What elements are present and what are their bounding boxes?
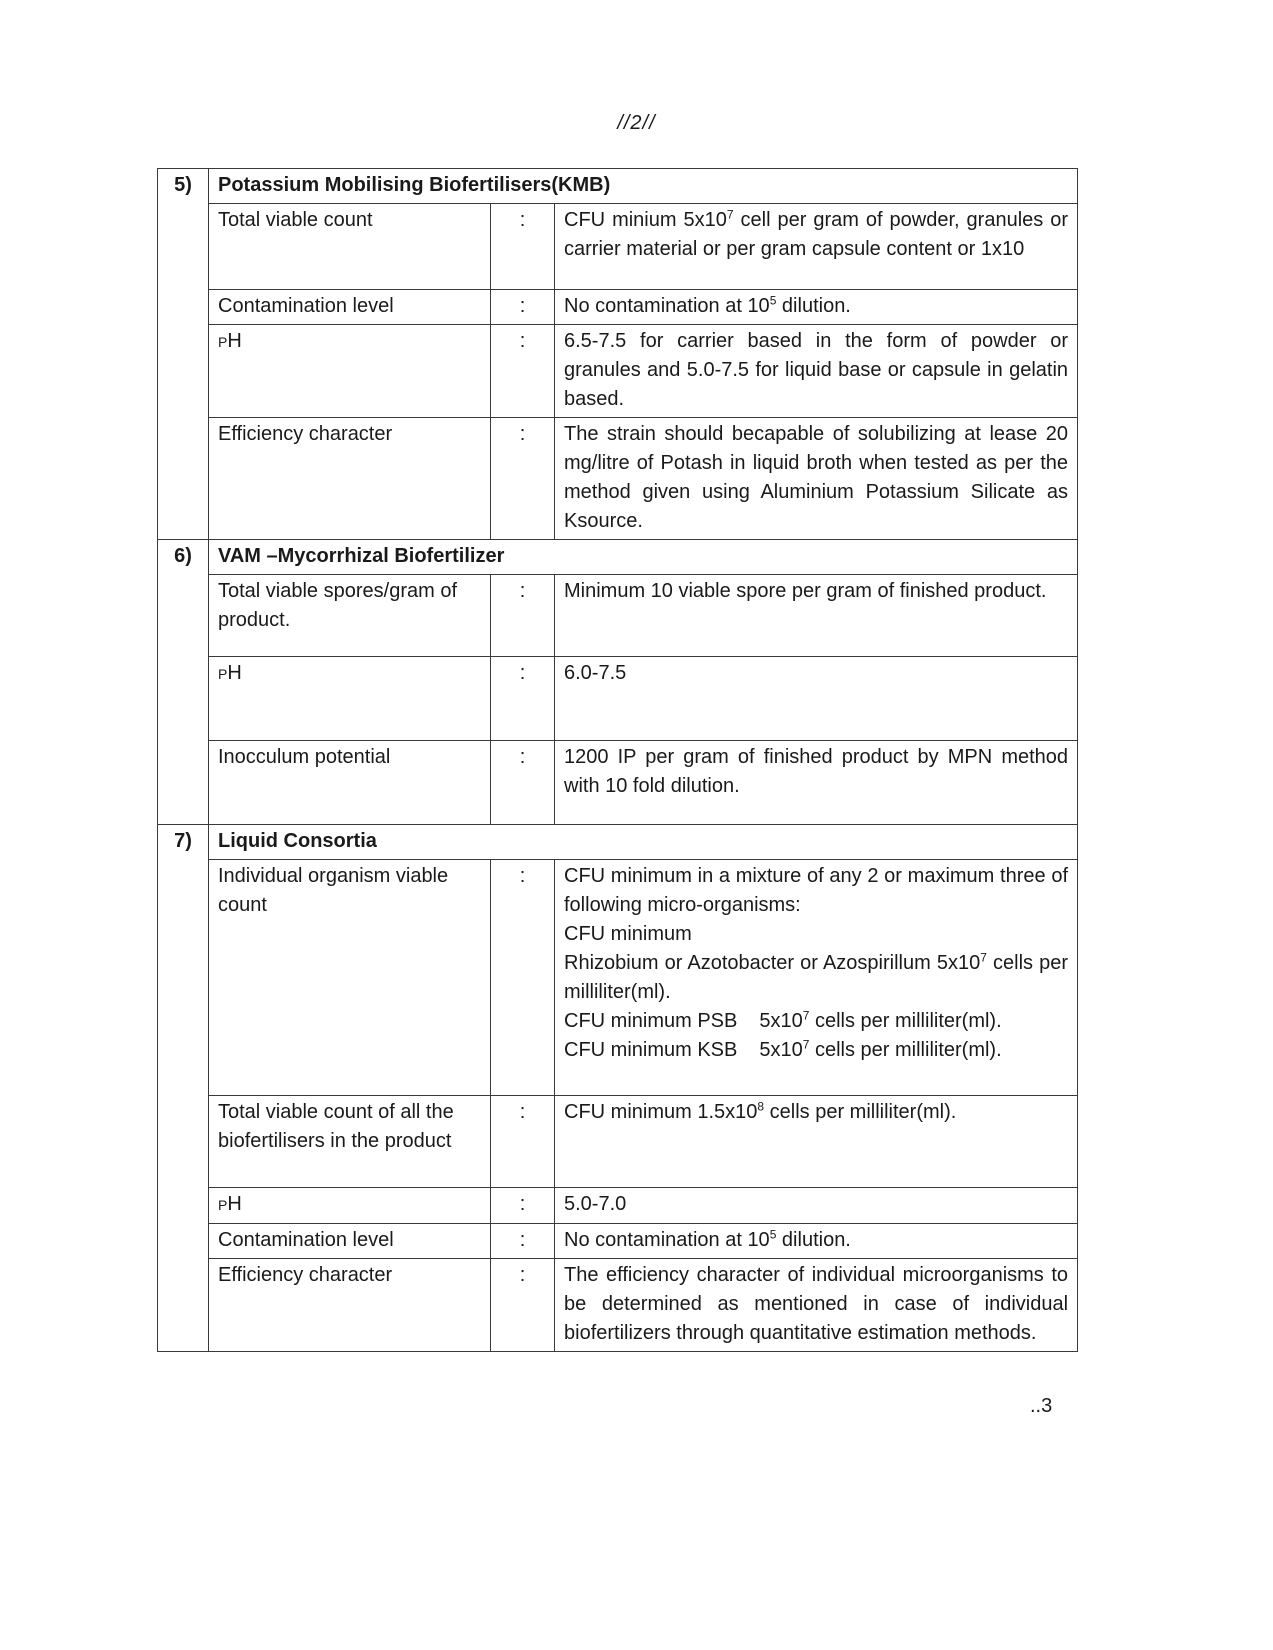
table-row (158, 325, 1078, 418)
value-cell: No contamination at $10^5$ dilution. (555, 1224, 1078, 1259)
parameter-cell: Total viable count of all the biofertilisers in the product (209, 1096, 491, 1188)
value-cell: 6.0-7.5 (555, 657, 1078, 741)
consortia-line: CFU minimum in a mixture of any 2 or maximum three of following micro-organisms: (564, 865, 1069, 916)
section-title: VAM –Mycorrhizal Biofertilizer (209, 540, 1078, 575)
consortia-line: CFU minimum KSB $5x10^7$ cells per milliliter(ml). (564, 1037, 1002, 1061)
table-row (158, 741, 1078, 825)
value-cell: The strain should becapable of solubilizing at lease 20 mg/litre of Potash in liquid broth when tested as per the method given using Aluminium Potassium Silicate as Ksource. (555, 418, 1078, 540)
biofertilizer-spec-table (157, 168, 1078, 1352)
parameter-cell: Contamination level (209, 1224, 491, 1259)
value-cell: Minimum 10 viable spore per gram of finished product. (555, 575, 1078, 657)
colon-cell: : (491, 325, 555, 418)
table-row (158, 657, 1078, 741)
colon-cell: : (491, 204, 555, 290)
parameter-cell: Contamination level (209, 290, 491, 325)
colon-cell: : (491, 418, 555, 540)
value-cell: CFU minium $5x10^7$ cell per gram of powder, granules or carrier material or per gram capsule content or 1x10 (555, 204, 1078, 290)
colon-cell: : (491, 657, 555, 741)
parameter-cell: Efficiency character (209, 418, 491, 540)
section-header-kmb (158, 169, 1078, 204)
table-row (158, 1259, 1078, 1352)
page-number-header: //2// (617, 112, 656, 134)
section-number: 6) (158, 540, 209, 825)
parameter-cell: Inocculum potential (209, 741, 491, 825)
parameter-cell: Efficiency character (209, 1259, 491, 1352)
section-title: Liquid Consortia (209, 825, 1078, 860)
value-cell: No contamination at $10^5$ dilution. (555, 290, 1078, 325)
section-header-vam (158, 540, 1078, 575)
parameter-cell: Individual organism viable count (209, 860, 491, 1096)
consortia-line: CFU minimum (564, 923, 692, 945)
parameter-cell: Total viable count (209, 204, 491, 290)
value-cell: 5.0-7.0 (555, 1188, 1078, 1224)
colon-cell: : (491, 1188, 555, 1224)
consortia-line: CFU minimum PSB $5x10^7$ cells per milliliter(ml). (564, 1008, 1002, 1032)
consortia-line: Rhizobium or Azotobacter or Azospirillum $5x10^7$ cells per milliliter(ml). (564, 950, 1069, 1003)
value-cell: CFU minimum $1.5x10^8$ cells per milliliter(ml). (555, 1096, 1078, 1188)
table-row (158, 575, 1078, 657)
table-row (158, 1224, 1078, 1259)
colon-cell: : (491, 741, 555, 825)
table-row (158, 860, 1078, 1096)
table-row (158, 290, 1078, 325)
section-title: Potassium Mobilising Biofertilisers(KMB) (209, 169, 1078, 204)
colon-cell: : (491, 575, 555, 657)
table-row (158, 1096, 1078, 1188)
value-cell (555, 860, 1078, 1096)
table-row (158, 1188, 1078, 1224)
parameter-cell: PH (209, 657, 491, 741)
value-cell: The efficiency character of individual microorganisms to be determined as mentioned in case of individual biofertilizers through quantitative estimation methods. (555, 1259, 1078, 1352)
value-cell: 1200 IP per gram of finished product by MPN method with 10 fold dilution. (555, 741, 1078, 825)
parameter-cell: Total viable spores/gram of product. (209, 575, 491, 657)
colon-cell: : (491, 1096, 555, 1188)
colon-cell: : (491, 290, 555, 325)
table-row (158, 418, 1078, 540)
section-header-liquid-consortia (158, 825, 1078, 860)
parameter-cell: PH (209, 325, 491, 418)
colon-cell: : (491, 1224, 555, 1259)
colon-cell: : (491, 860, 555, 1096)
table-row (158, 204, 1078, 290)
section-number: 7) (158, 825, 209, 1352)
value-cell: 6.5-7.5 for carrier based in the form of powder or granules and 5.0-7.5 for liquid base or capsule in gelatin based. (555, 325, 1078, 418)
colon-cell: : (491, 1259, 555, 1352)
next-page-marker: ..3 (1030, 1395, 1053, 1417)
parameter-cell: PH (209, 1188, 491, 1224)
section-number: 5) (158, 169, 209, 540)
